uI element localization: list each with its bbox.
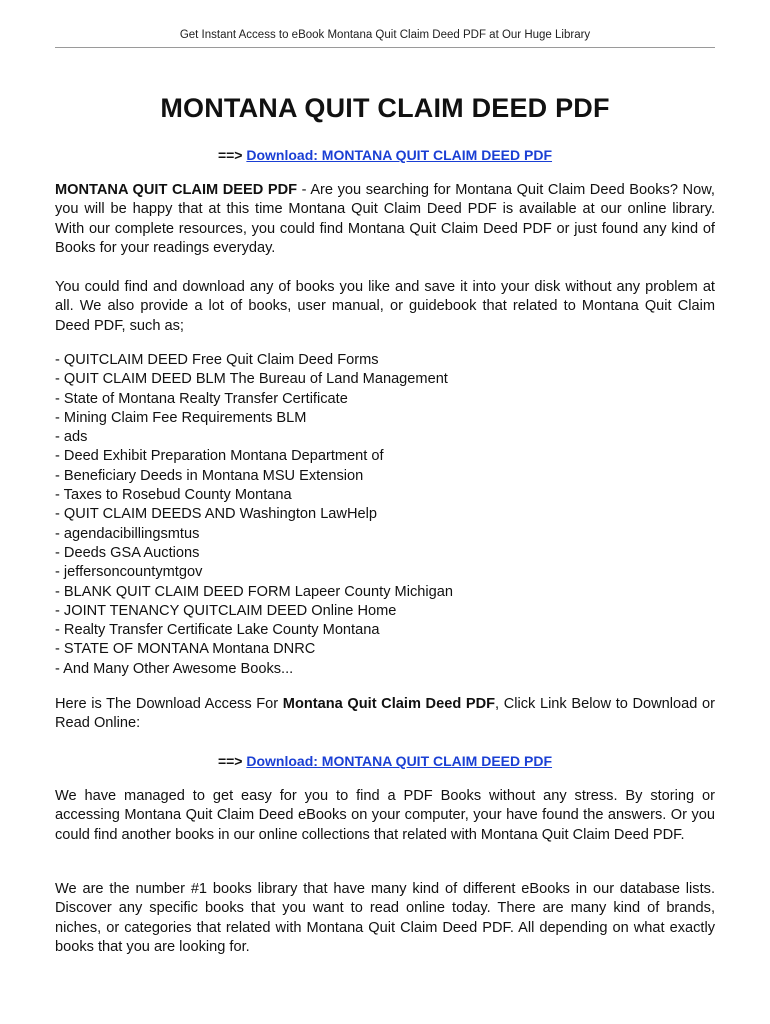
list-item: - Mining Claim Fee Requirements BLM [55, 409, 307, 426]
page-title: MONTANA QUIT CLAIM DEED PDF [160, 93, 610, 123]
list-item: - BLANK QUIT CLAIM DEED FORM Lapeer County Michigan [55, 583, 453, 600]
list-item: - ads [55, 429, 88, 446]
list-item: - Deeds GSA Auctions [55, 544, 200, 561]
list-item: - JOINT TENANCY QUITCLAIM DEED Online Home [55, 602, 397, 619]
download-line-bottom [55, 752, 715, 770]
list-item: - Taxes to Rosebud County Montana [55, 487, 292, 504]
download-arrow: ==> [217, 753, 243, 769]
list-item: - And Many Other Awesome Books... [55, 660, 294, 677]
list-item: - State of Montana Realty Transfer Certificate [55, 390, 348, 407]
storage-paragraph: We have managed to get easy for you to find a PDF Books without any stress. By storing or accessing Montana Quit Claim Deed eBooks on your computer, your have found the answers. Or you could find another books in our online collections that related with Montana Quit Claim Deed PDF. [55, 788, 715, 843]
list-item: - Beneficiary Deeds in Montana MSU Extension [55, 467, 364, 484]
list-item: - QUIT CLAIM DEEDS AND Washington LawHelp [55, 506, 377, 523]
intro-paragraph [55, 181, 715, 258]
related-books-list [55, 351, 715, 679]
list-item: - QUIT CLAIM DEED BLM The Bureau of Land Management [55, 371, 448, 388]
list-item: - QUITCLAIM DEED Free Quit Claim Deed Forms [55, 352, 379, 368]
intro-bold-lead: MONTANA QUIT CLAIM DEED PDF [55, 182, 298, 198]
page-header: Get Instant Access to eBook Montana Quit Claim Deed PDF at Our Huge Library [179, 29, 591, 41]
list-item: - Deed Exhibit Preparation Montana Department of [55, 448, 384, 465]
list-item: - jeffersoncountymtgov [55, 564, 203, 581]
header-divider [55, 47, 715, 48]
intro-text: - Are you searching for Montana Quit Claim Deed Books? Now, you will be happy that at this time Montana Quit Claim Deed PDF is available at our online library. With our complete resources, you could find Montana Quit Claim Deed PDF or just found any kind of Books for your readings everyday. [55, 182, 715, 256]
access-bold-title: Montana Quit Claim Deed PDF [282, 696, 496, 712]
download-link-top[interactable]: Download: MONTANA QUIT CLAIM DEED PDF [246, 147, 553, 163]
access-text-after: , Click Link Below to Download or Read Online: [55, 696, 715, 732]
download-arrow: ==> [217, 147, 243, 163]
download-link-bottom[interactable]: Download: MONTANA QUIT CLAIM DEED PDF [246, 753, 553, 769]
download-line-top [55, 146, 715, 164]
books-paragraph: You could find and download any of books you like and save it into your disk without any problem at all. We also provide a lot of books, user manual, or guidebook that related to Montana Quit Claim Deed PDF, such as; [55, 279, 715, 334]
list-item: - STATE OF MONTANA Montana DNRC [55, 641, 316, 658]
list-item: - agendacibillingsmtus [55, 525, 200, 542]
access-paragraph [55, 695, 715, 734]
access-text-before: Here is The Download Access For [55, 696, 283, 712]
library-paragraph: We are the number #1 books library that have many kind of different eBooks in our database lists. Discover any specific books that you want to read online today. There are many kind of brands, niches, or categories that related with Montana Quit Claim Deed PDF. All depending on what exactly books that you are looking for. [55, 881, 715, 955]
list-item: - Realty Transfer Certificate Lake County Montana [55, 622, 380, 639]
